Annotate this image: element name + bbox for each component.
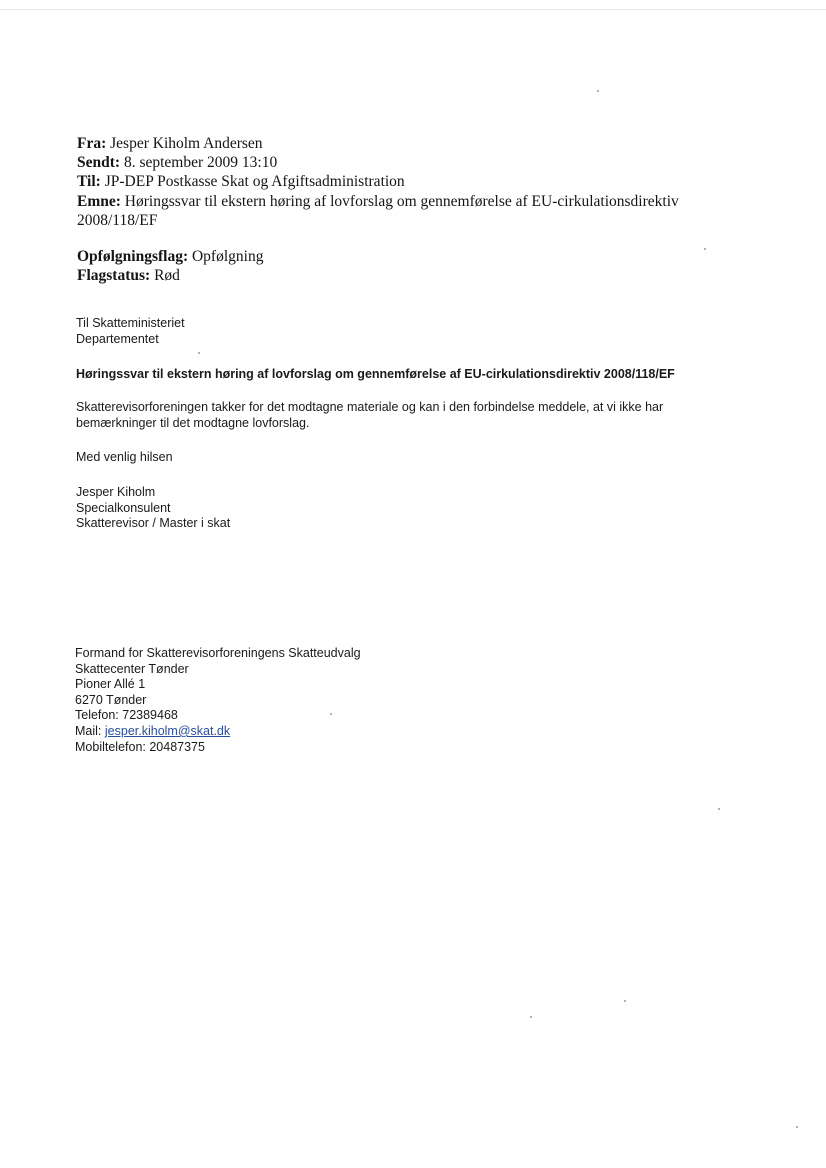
letter-subject: Høringssvar til ekstern høring af lovforslag om gennemførelse af EU-cirkulationsdirektiv 2008/118/EF bbox=[76, 367, 675, 381]
to-value: JP-DEP Postkasse Skat og Afgiftsadministration bbox=[104, 173, 405, 191]
contact-role: Formand for Skatterevisorforeningens Skatteudvalg bbox=[75, 646, 361, 660]
addressee-line-2: Departementet bbox=[76, 331, 159, 346]
followup-row bbox=[77, 247, 777, 266]
scan-speck bbox=[198, 352, 200, 354]
signature bbox=[76, 485, 230, 532]
email-header bbox=[77, 134, 777, 230]
subject-value-line1: Høringssvar til ekstern høring af lovforslag om gennemførelse af EU-cirkulationsdirektiv bbox=[124, 192, 679, 210]
sent-label: Sendt: bbox=[77, 154, 121, 172]
contact-mail-row bbox=[75, 724, 361, 740]
subject-row-continued bbox=[77, 211, 777, 230]
subject-label: Emne: bbox=[77, 192, 121, 210]
scan-speck bbox=[704, 248, 706, 250]
paragraph-line-1: Skatterevisorforeningen takker for det modtagne materiale og kan i den forbindelse meddele, at vi ikke har bbox=[76, 400, 664, 414]
contact-mobile: Mobiltelefon: 20487375 bbox=[75, 739, 205, 754]
scan-speck bbox=[624, 1000, 626, 1002]
signature-name: Jesper Kiholm bbox=[76, 485, 156, 499]
contact-office: Skattecenter Tønder bbox=[75, 661, 189, 676]
page-top-rule bbox=[0, 9, 826, 10]
contact-street: Pioner Allé 1 bbox=[75, 677, 146, 692]
contact-phone: Telefon: 72389468 bbox=[75, 708, 178, 723]
signature-role: Skatterevisor / Master i skat bbox=[76, 516, 231, 531]
scan-speck bbox=[597, 90, 599, 92]
contact-mail-label: Mail: bbox=[75, 723, 102, 738]
scan-speck bbox=[530, 1016, 532, 1018]
contact-block bbox=[75, 646, 361, 755]
flag-block bbox=[77, 247, 777, 285]
greeting: Med venlig hilsen bbox=[76, 450, 173, 464]
followup-value: Opfølgning bbox=[191, 248, 264, 265]
flag-status-value: Rød bbox=[154, 267, 180, 284]
from-value: Jesper Kiholm Andersen bbox=[110, 135, 263, 152]
signature-title: Specialkonsulent bbox=[76, 500, 171, 515]
scan-speck bbox=[330, 713, 332, 715]
addressee-line-1: Til Skatteministeriet bbox=[76, 316, 185, 330]
from-label: Fra: bbox=[77, 135, 107, 152]
to-label: Til: bbox=[77, 173, 101, 191]
subject-value-line2: 2008/118/EF bbox=[77, 211, 158, 229]
flag-status-row bbox=[77, 266, 777, 285]
subject-row bbox=[77, 192, 777, 211]
sent-row bbox=[77, 153, 777, 172]
to-row bbox=[77, 172, 777, 191]
paragraph-line-2: bemærkninger til det modtagne lovforslag. bbox=[76, 415, 310, 430]
from-row bbox=[77, 134, 777, 153]
flag-status-label: Flagstatus: bbox=[77, 267, 151, 284]
followup-label: Opfølgningsflag: bbox=[77, 248, 189, 265]
addressee bbox=[76, 316, 185, 347]
contact-mail-link[interactable]: jesper.kiholm@skat.dk bbox=[104, 723, 231, 738]
scan-speck bbox=[718, 808, 720, 810]
letter-paragraph bbox=[76, 400, 766, 431]
sent-value: 8. september 2009 13:10 bbox=[123, 154, 278, 172]
scan-speck bbox=[796, 1126, 798, 1128]
contact-city: 6270 Tønder bbox=[75, 692, 147, 707]
